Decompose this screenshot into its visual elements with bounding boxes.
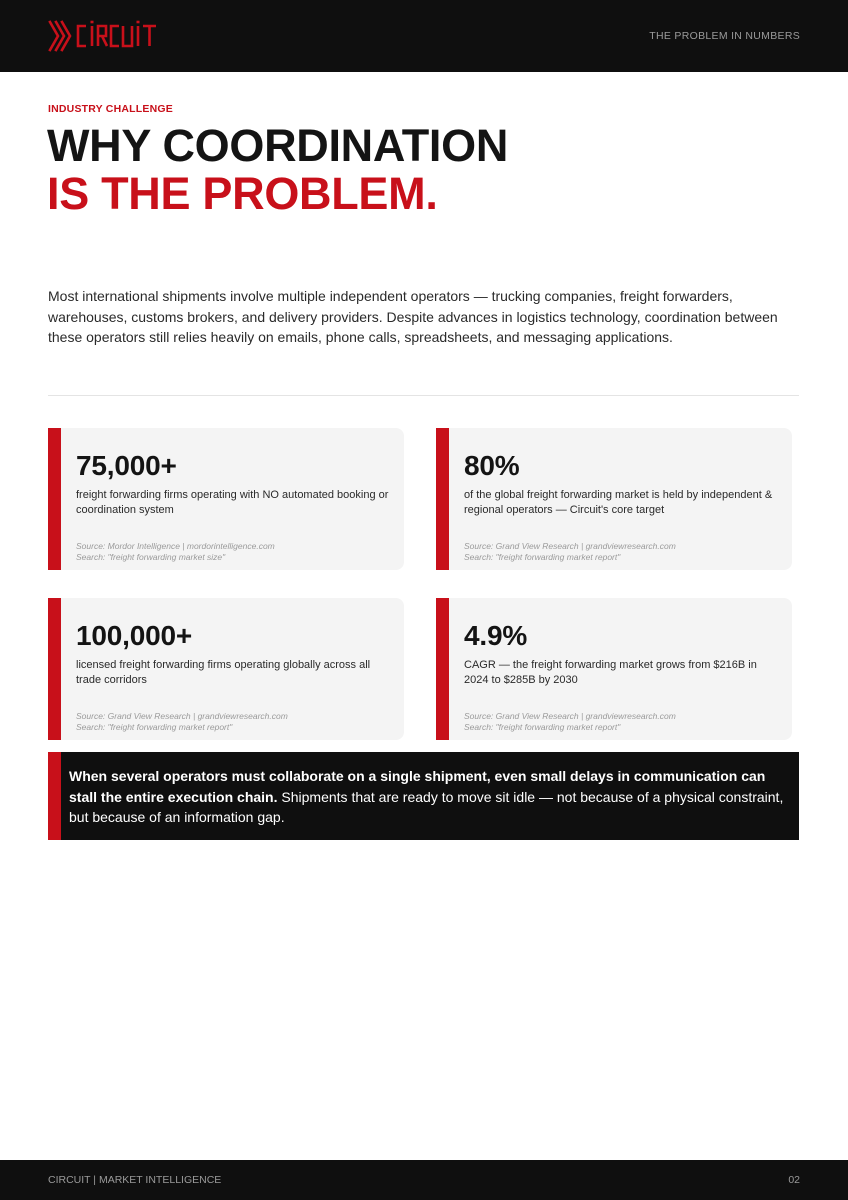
search-line: Search: "freight forwarding market report" xyxy=(464,722,621,732)
stat-source xyxy=(76,711,396,733)
eyebrow-label: INDUSTRY CHALLENGE xyxy=(48,103,173,115)
circuit-logo xyxy=(48,16,160,56)
search-line: Search: "freight forwarding market report" xyxy=(464,552,621,562)
accent-bar xyxy=(48,428,61,570)
accent-bar xyxy=(436,598,449,740)
callout-box xyxy=(48,752,799,840)
circuit-logo-mark xyxy=(48,18,160,54)
callout-bold-text: When several operators must collaborate on a single shipment, even small delays in communication can stall the entire execution chain. xyxy=(69,768,766,805)
footer-bar xyxy=(0,1160,848,1200)
source-line: Source: Grand View Research | grandviewresearch.com xyxy=(464,541,676,551)
accent-bar xyxy=(436,428,449,570)
stat-source xyxy=(464,711,784,733)
top-bar xyxy=(0,0,848,72)
stat-value: 100,000+ xyxy=(76,620,192,651)
stat-source xyxy=(76,541,396,563)
stat-value: 75,000+ xyxy=(76,450,177,481)
search-line: Search: "freight forwarding market report" xyxy=(76,722,233,732)
footer-label: CIRCUIT | MARKET INTELLIGENCE xyxy=(48,1174,222,1186)
title-line-1: WHY COORDINATION xyxy=(47,120,509,171)
stat-card xyxy=(48,428,404,570)
section-label: THE PROBLEM IN NUMBERS xyxy=(649,30,800,42)
stat-description: CAGR — the freight forwarding market grows from $216B in 2024 to $285B by 2030 xyxy=(464,659,757,686)
source-line: Source: Grand View Research | grandviewresearch.com xyxy=(76,711,288,721)
stat-source xyxy=(464,541,784,563)
stat-value: 4.9% xyxy=(464,620,528,651)
section-divider xyxy=(48,395,799,396)
page-title xyxy=(47,122,508,218)
accent-bar xyxy=(48,752,61,840)
search-line: Search: "freight forwarding market size" xyxy=(76,552,226,562)
stat-description: freight forwarding firms operating with NO automated booking or coordination system xyxy=(76,489,389,516)
source-line: Source: Grand View Research | grandviewresearch.com xyxy=(464,711,676,721)
stat-card xyxy=(436,428,792,570)
callout-body-text: Shipments that are ready to move sit idle — not because of a physical constraint, but because of an information gap. xyxy=(69,788,784,825)
intro-paragraph: Most international shipments involve multiple independent operators — trucking companies, freight forwarders, warehouses, customs brokers, and delivery providers. Despite advances in logistics technology, coordination between these operators still relies heavily on emails, phone calls, spreadsheets, and messaging applications. xyxy=(48,288,778,345)
title-line-2: IS THE PROBLEM. xyxy=(47,168,438,219)
stat-card xyxy=(436,598,792,740)
accent-bar xyxy=(48,598,61,740)
stat-description: of the global freight forwarding market is held by independent & regional operators — Circuit's core target xyxy=(464,489,773,516)
stat-card xyxy=(48,598,404,740)
page-number: 02 xyxy=(788,1174,800,1186)
source-line: Source: Mordor Intelligence | mordorintelligence.com xyxy=(76,541,275,551)
callout-text xyxy=(69,766,791,828)
stat-description: licensed freight forwarding firms operating globally across all trade corridors xyxy=(76,659,371,686)
stat-value: 80% xyxy=(464,450,520,481)
